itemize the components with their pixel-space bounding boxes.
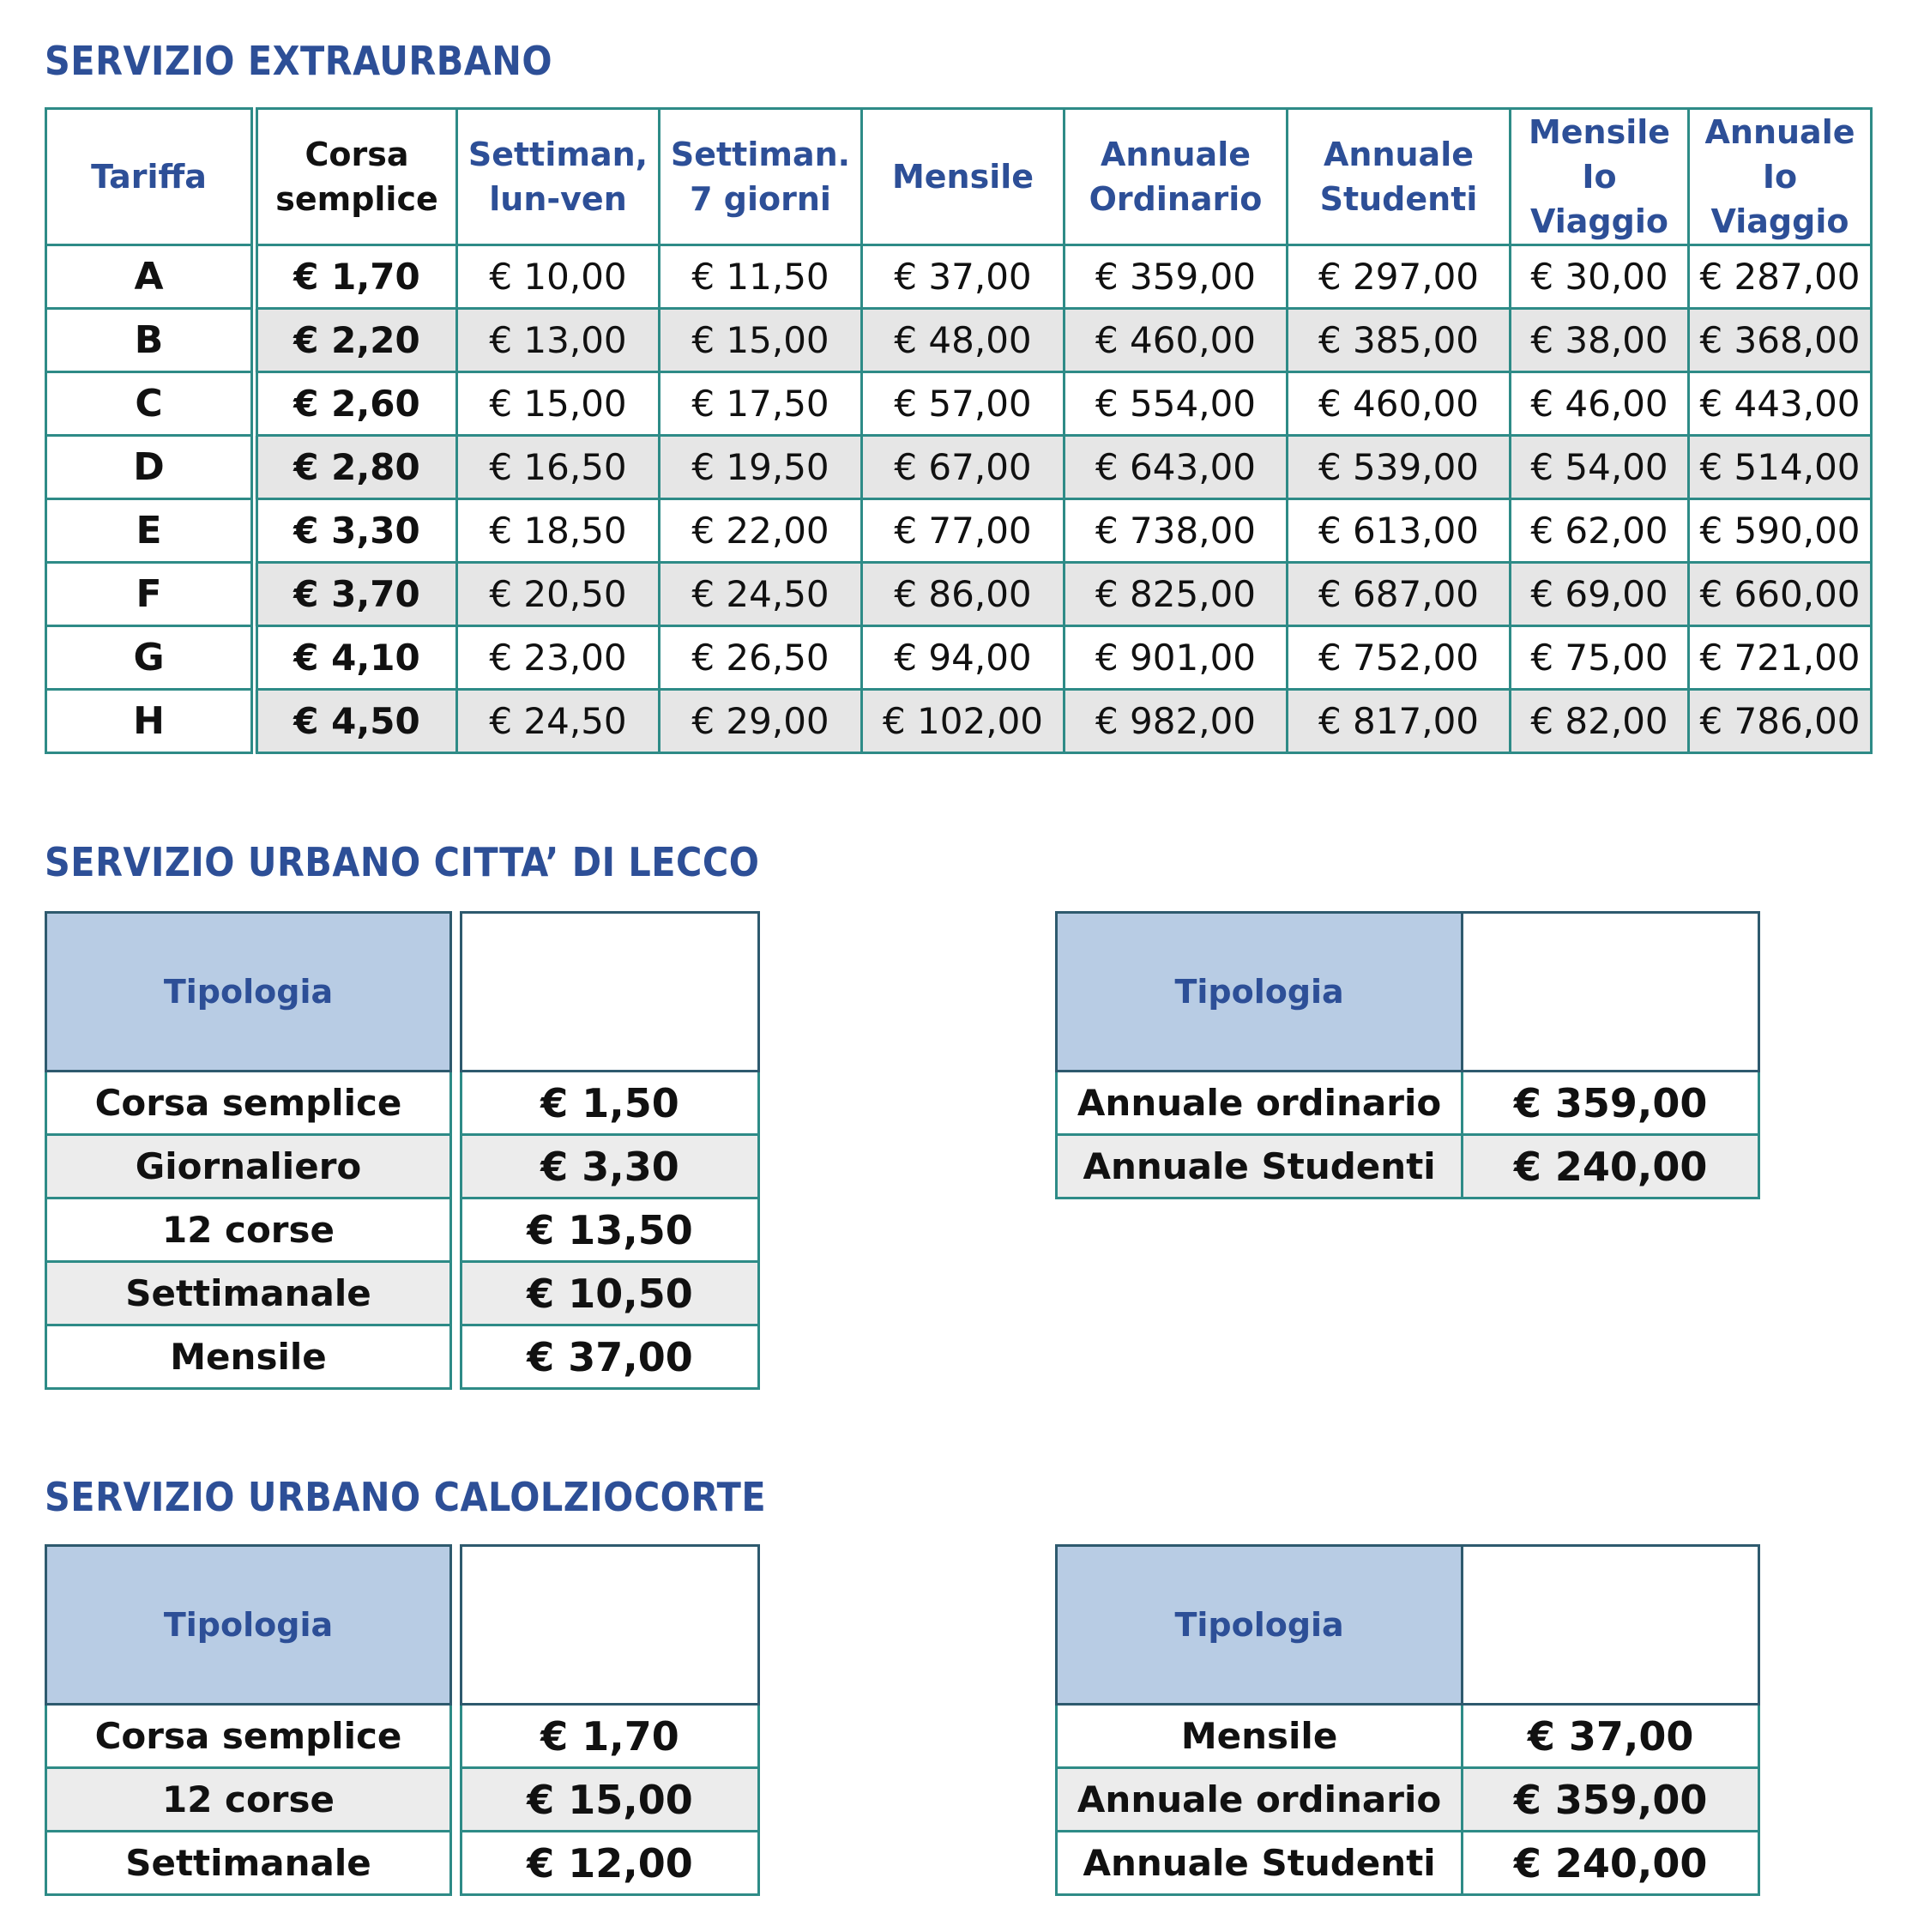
price-value: € 10,50 [461, 1262, 759, 1325]
tariff-cell: H [46, 690, 255, 753]
price-value: € 240,00 [1463, 1135, 1759, 1198]
price-cell: € 67,00 [862, 436, 1065, 499]
price-cell: € 901,00 [1065, 626, 1288, 690]
price-cell: € 643,00 [1065, 436, 1288, 499]
table-row [46, 626, 1872, 690]
price-cell: € 86,00 [862, 563, 1065, 626]
price-cell: € 359,00 [1065, 245, 1288, 309]
header-corsa-semplice: Corsa semplice [255, 109, 457, 245]
price-cell: € 11,50 [660, 245, 862, 309]
price-value: € 13,50 [461, 1198, 759, 1262]
price-cell: € 46,00 [1511, 372, 1689, 436]
price-cell: € 17,50 [660, 372, 862, 436]
header-mensile-io-viaggio: Mensile Io Viaggio [1511, 109, 1689, 245]
price-header-blank [461, 913, 759, 1072]
tipologia-label: Giornaliero [46, 1135, 451, 1198]
price-cell: € 19,50 [660, 436, 862, 499]
price-cell: € 20,50 [457, 563, 660, 626]
price-cell: € 37,00 [862, 245, 1065, 309]
price-cell: € 539,00 [1288, 436, 1511, 499]
price-cell: € 687,00 [1288, 563, 1511, 626]
price-cell: € 22,00 [660, 499, 862, 563]
section-title-extraurbano: SERVIZIO EXTRAURBANO [45, 38, 553, 84]
header-settiman-lun-ven: Settiman, lun-ven [457, 109, 660, 245]
price-cell: € 817,00 [1288, 690, 1511, 753]
price-cell: € 786,00 [1689, 690, 1872, 753]
tipologia-label: Mensile [46, 1325, 451, 1389]
calolzio-annual-table [1055, 1544, 1760, 1896]
tipologia-label: Corsa semplice [46, 1705, 451, 1768]
price-value: € 359,00 [1463, 1072, 1759, 1135]
tipologia-label: Settimanale [46, 1262, 451, 1325]
tariff-cell: B [46, 309, 255, 372]
price-cell: € 443,00 [1689, 372, 1872, 436]
price-cell: € 30,00 [1511, 245, 1689, 309]
price-cell: € 82,00 [1511, 690, 1689, 753]
price-cell: € 10,00 [457, 245, 660, 309]
price-value: € 12,00 [461, 1832, 759, 1895]
price-cell: € 4,50 [255, 690, 457, 753]
price-cell: € 18,50 [457, 499, 660, 563]
tipologia-label: Annuale ordinario [1057, 1768, 1463, 1832]
price-cell: € 2,80 [255, 436, 457, 499]
price-value: € 1,50 [461, 1072, 759, 1135]
tipologia-header: Tipologia [1057, 913, 1463, 1072]
price-cell: € 982,00 [1065, 690, 1288, 753]
tipologia-label: Annuale Studenti [1057, 1832, 1463, 1895]
header-settiman-7-giorni: Settiman. 7 giorni [660, 109, 862, 245]
header-mensile: Mensile [862, 109, 1065, 245]
price-header-blank [461, 1546, 759, 1705]
header-annuale-studenti: Annuale Studenti [1288, 109, 1511, 245]
price-cell: € 613,00 [1288, 499, 1511, 563]
price-cell: € 590,00 [1689, 499, 1872, 563]
price-cell: € 752,00 [1288, 626, 1511, 690]
price-value: € 3,30 [461, 1135, 759, 1198]
price-value: € 15,00 [461, 1768, 759, 1832]
price-cell: € 23,00 [457, 626, 660, 690]
price-cell: € 721,00 [1689, 626, 1872, 690]
tipologia-label: Corsa semplice [46, 1072, 451, 1135]
price-cell: € 24,50 [457, 690, 660, 753]
price-cell: € 77,00 [862, 499, 1065, 563]
fare-table-extraurbano [45, 107, 1873, 754]
price-cell: € 13,00 [457, 309, 660, 372]
table-row [46, 309, 1872, 372]
price-cell: € 2,60 [255, 372, 457, 436]
tariff-cell: A [46, 245, 255, 309]
price-cell: € 3,70 [255, 563, 457, 626]
tariff-cell: G [46, 626, 255, 690]
table-row [46, 690, 1872, 753]
price-cell: € 514,00 [1689, 436, 1872, 499]
tariff-cell: F [46, 563, 255, 626]
price-cell: € 3,30 [255, 499, 457, 563]
price-cell: € 102,00 [862, 690, 1065, 753]
price-value: € 37,00 [1463, 1705, 1759, 1768]
price-cell: € 2,20 [255, 309, 457, 372]
calolzio-tipologia-table [45, 1544, 452, 1896]
tipologia-label: Annuale ordinario [1057, 1072, 1463, 1135]
price-cell: € 825,00 [1065, 563, 1288, 626]
price-cell: € 69,00 [1511, 563, 1689, 626]
price-cell: € 38,00 [1511, 309, 1689, 372]
price-cell: € 4,10 [255, 626, 457, 690]
price-cell: € 75,00 [1511, 626, 1689, 690]
price-header-blank [1463, 913, 1759, 1072]
price-value: € 359,00 [1463, 1768, 1759, 1832]
price-cell: € 26,50 [660, 626, 862, 690]
price-cell: € 15,00 [660, 309, 862, 372]
tipologia-label: 12 corse [46, 1768, 451, 1832]
lecco-annual-table [1055, 911, 1760, 1199]
table-header-row [46, 109, 1872, 245]
section-title-lecco: SERVIZIO URBANO CITTA’ DI LECCO [45, 839, 760, 885]
price-cell: € 29,00 [660, 690, 862, 753]
price-cell: € 738,00 [1065, 499, 1288, 563]
calolzio-price-table [460, 1544, 760, 1896]
table-row [46, 499, 1872, 563]
price-cell: € 554,00 [1065, 372, 1288, 436]
tipologia-label: Mensile [1057, 1705, 1463, 1768]
price-cell: € 48,00 [862, 309, 1065, 372]
price-cell: € 24,50 [660, 563, 862, 626]
price-cell: € 54,00 [1511, 436, 1689, 499]
price-cell: € 287,00 [1689, 245, 1872, 309]
tipologia-label: Settimanale [46, 1832, 451, 1895]
price-cell: € 62,00 [1511, 499, 1689, 563]
price-header-blank [1463, 1546, 1759, 1705]
price-cell: € 16,50 [457, 436, 660, 499]
tipologia-label: Annuale Studenti [1057, 1135, 1463, 1198]
price-cell: € 660,00 [1689, 563, 1872, 626]
price-value: € 1,70 [461, 1705, 759, 1768]
price-cell: € 57,00 [862, 372, 1065, 436]
table-row [46, 372, 1872, 436]
price-cell: € 460,00 [1288, 372, 1511, 436]
price-value: € 37,00 [461, 1325, 759, 1389]
tipologia-header: Tipologia [46, 913, 451, 1072]
price-value: € 240,00 [1463, 1832, 1759, 1895]
section-title-calolziocorte: SERVIZIO URBANO CALOLZIOCORTE [45, 1474, 767, 1520]
header-annuale-ordinario: Annuale Ordinario [1065, 109, 1288, 245]
tariff-cell: C [46, 372, 255, 436]
price-cell: € 297,00 [1288, 245, 1511, 309]
tipologia-label: 12 corse [46, 1198, 451, 1262]
lecco-tipologia-table [45, 911, 452, 1390]
price-cell: € 15,00 [457, 372, 660, 436]
tariff-cell: D [46, 436, 255, 499]
lecco-price-table [460, 911, 760, 1390]
tipologia-header: Tipologia [1057, 1546, 1463, 1705]
table-row [46, 563, 1872, 626]
tipologia-header: Tipologia [46, 1546, 451, 1705]
price-cell: € 1,70 [255, 245, 457, 309]
price-cell: € 368,00 [1689, 309, 1872, 372]
header-tariffa: Tariffa [46, 109, 255, 245]
header-annuale-io-viaggio: Annuale Io Viaggio [1689, 109, 1872, 245]
table-row [46, 436, 1872, 499]
price-cell: € 385,00 [1288, 309, 1511, 372]
price-cell: € 460,00 [1065, 309, 1288, 372]
tariff-cell: E [46, 499, 255, 563]
price-cell: € 94,00 [862, 626, 1065, 690]
table-row [46, 245, 1872, 309]
